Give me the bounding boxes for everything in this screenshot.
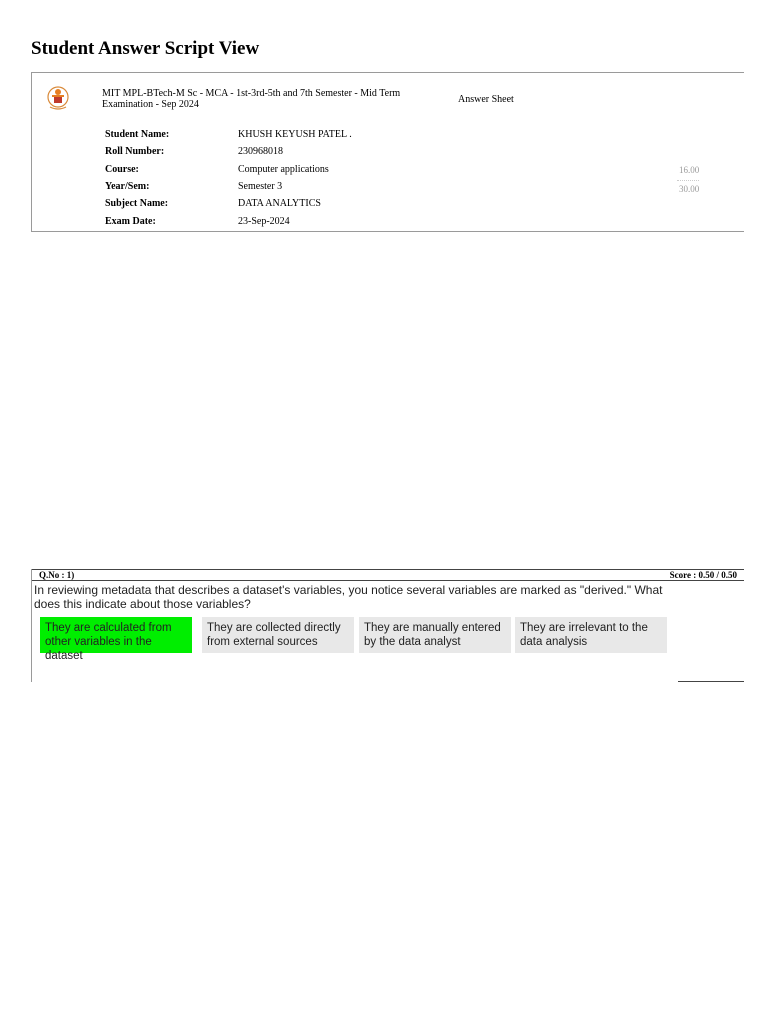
marks-obtained: 16.00	[679, 165, 700, 175]
question-number: Q.No : 1)	[39, 570, 75, 580]
year-sem-label: Year/Sem:	[105, 181, 150, 192]
answer-sheet-header	[31, 72, 744, 232]
subject-name-value: DATA ANALYTICS	[238, 198, 321, 209]
page-title: Student Answer Script View	[31, 38, 260, 59]
roll-number-value: 230968018	[238, 146, 283, 157]
option-4: They are irrelevant to the data analysis	[515, 617, 667, 653]
option-1-correct: They are calculated from other variables in the dataset	[40, 617, 192, 653]
course-label: Course:	[105, 164, 139, 175]
exam-date-label: Exam Date:	[105, 216, 156, 227]
option-3: They are manually entered by the data analyst	[359, 617, 511, 653]
year-sem-value: Semester 3	[238, 181, 283, 192]
exam-date-value: 23-Sep-2024	[238, 216, 290, 227]
course-value: Computer applications	[238, 164, 329, 175]
student-name-label: Student Name:	[105, 129, 170, 140]
marks-total: 30.00	[679, 184, 700, 194]
answer-sheet-label: Answer Sheet	[458, 94, 514, 105]
university-seal-icon	[45, 85, 71, 113]
marks-divider	[677, 180, 699, 181]
question-card	[31, 569, 744, 682]
student-name-value: KHUSH KEYUSH PATEL .	[238, 129, 352, 140]
question-text: In reviewing metadata that describes a dataset's variables, you notice several variables are marked as "derived." What does this indicate about those variables?	[34, 583, 663, 611]
option-2: They are collected directly from external sources	[202, 617, 354, 653]
subject-name-label: Subject Name:	[105, 198, 169, 209]
question-footer-rule	[678, 681, 744, 682]
question-header	[32, 569, 744, 581]
roll-number-label: Roll Number:	[105, 146, 165, 157]
question-score: Score : 0.50 / 0.50	[669, 570, 737, 580]
exam-title: MIT MPL-BTech-M Sc - MCA - 1st-3rd-5th and 7th Semester - Mid Term Examination - Sep 2024	[102, 88, 401, 110]
